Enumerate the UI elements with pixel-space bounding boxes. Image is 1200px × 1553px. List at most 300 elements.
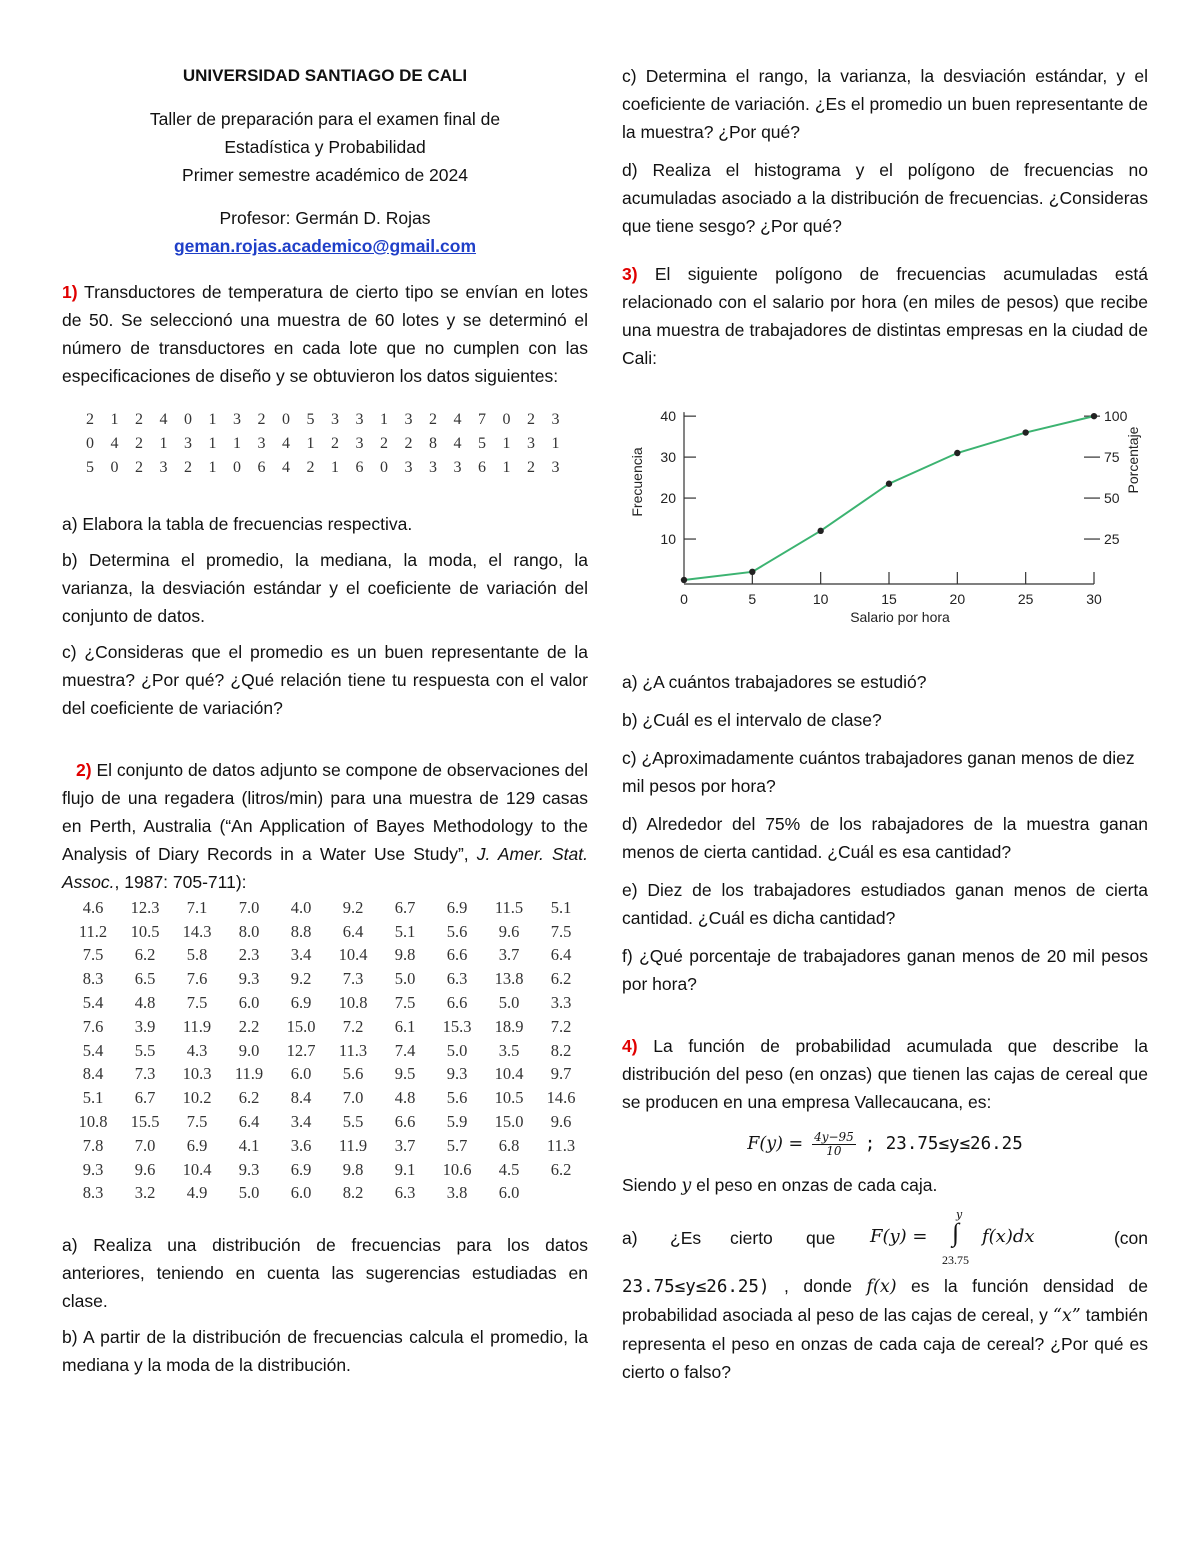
- integral-lower: 23.75: [942, 1253, 969, 1267]
- data-cell: 3: [355, 435, 364, 452]
- data-cell: 5.9: [446, 1112, 468, 1132]
- cdf-numerator: 4y−95: [814, 1129, 854, 1144]
- data-cell: 15.0: [286, 1016, 316, 1036]
- data-cell: 6.9: [186, 1135, 208, 1155]
- data-cell: 6.6: [446, 993, 468, 1013]
- email-line: [62, 232, 588, 260]
- data-cell: 6.0: [238, 993, 260, 1013]
- cumulative-frequency-chart: [622, 390, 1148, 650]
- q1-statement: [62, 278, 588, 390]
- data-cell: 9.7: [550, 1064, 572, 1084]
- data-cell: 6.2: [134, 945, 156, 965]
- q2-d: d) Realiza el histograma y el polígono de frecuencias no acumuladas asociado a la distribución de frecuencias. ¿Consideras que tiene sesgo? ¿Por qué?: [622, 160, 1148, 236]
- y-tick-label: 30: [660, 449, 676, 466]
- data-cell: 7.5: [186, 1112, 208, 1132]
- data-cell: 2: [527, 459, 535, 476]
- data-cell: 3: [551, 459, 560, 476]
- data-cell: 9.3: [82, 1159, 104, 1179]
- data-cell: 7.4: [394, 1040, 416, 1060]
- data-cell: 14.6: [546, 1088, 576, 1108]
- y-tick-label: 10: [660, 531, 676, 548]
- data-cell: 6.0: [290, 1183, 312, 1203]
- data-cell: 1: [331, 459, 339, 476]
- q2-data-row: [67, 991, 587, 1015]
- data-cell: 9.6: [550, 1112, 572, 1132]
- data-cell: 6.5: [134, 969, 156, 989]
- y2-tick-label: 50: [1104, 490, 1120, 507]
- x-tick-label: 10: [812, 591, 829, 607]
- data-cell: 5: [478, 435, 486, 452]
- data-cell: 7.3: [134, 1064, 156, 1084]
- professor: Profesor: Germán D. Rojas: [219, 208, 431, 228]
- q4-a-body: [622, 1272, 1148, 1386]
- data-cell: 0: [110, 459, 119, 476]
- data-cell: 4: [282, 459, 290, 476]
- q4-a-fx: f(x): [866, 1277, 897, 1297]
- data-cell: 2: [404, 435, 413, 452]
- q2-a: a) Realiza una distribución de frecuencias para los datos anteriores, teniendo en cuenta las sugerencias estudiadas en clase.: [62, 1235, 588, 1312]
- siendo-pre: Siendo: [622, 1175, 682, 1195]
- data-cell: 6.2: [238, 1088, 260, 1108]
- data-cell: 2: [135, 459, 143, 476]
- data-cell: 5.4: [82, 1040, 104, 1060]
- data-point: [817, 528, 823, 534]
- course-name: Estadística y Probabilidad: [224, 137, 426, 157]
- cdf-range: ; 23.75≤y≤26.25: [864, 1134, 1023, 1154]
- q2-data-row: [67, 1110, 587, 1134]
- q3-b: b) ¿Cuál es el intervalo de clase?: [622, 710, 882, 730]
- data-cell: 6.4: [238, 1112, 260, 1132]
- data-cell: 5.6: [446, 1088, 468, 1108]
- data-cell: 2: [306, 459, 315, 476]
- q2-data-table: [67, 896, 587, 1205]
- data-cell: 3.7: [498, 945, 520, 965]
- data-cell: 1: [110, 411, 119, 428]
- data-cell: 12.3: [130, 897, 160, 917]
- data-cell: 6.3: [446, 969, 468, 989]
- q4-number: 4): [622, 1036, 638, 1056]
- data-cell: 3.2: [134, 1183, 156, 1203]
- data-cell: 1: [306, 435, 315, 452]
- data-cell: 11.3: [338, 1040, 368, 1060]
- q2-data-row: [67, 1158, 587, 1182]
- data-cell: 3: [355, 411, 364, 428]
- q4-a-label: a): [622, 1228, 638, 1248]
- data-cell: 3.5: [498, 1040, 520, 1060]
- data-cell: 6: [355, 459, 364, 476]
- data-cell: 1: [208, 411, 217, 428]
- data-cell: 1: [380, 411, 388, 428]
- right-column: [622, 62, 1148, 1386]
- data-cell: 8.3: [82, 969, 104, 989]
- data-cell: 8.4: [82, 1064, 104, 1084]
- data-cell: 4.9: [186, 1183, 208, 1203]
- data-cell: 1: [233, 435, 241, 452]
- data-point: [1091, 413, 1097, 419]
- q2-data-row: [67, 944, 587, 968]
- data-cell: 1: [551, 435, 560, 452]
- q2-text-post: , 1987: 705-711):: [114, 872, 247, 892]
- data-cell: 0: [502, 411, 511, 428]
- q4-a-donde: , donde: [769, 1276, 867, 1296]
- data-cell: 3: [159, 459, 168, 476]
- q2-journal: J. Amer. Stat. Assoc.: [62, 844, 588, 892]
- data-cell: 0: [380, 459, 388, 476]
- data-cell: 5.0: [498, 993, 520, 1013]
- data-cell: 6.2: [550, 969, 572, 989]
- data-cell: 2.3: [238, 945, 260, 965]
- data-cell: 10.6: [442, 1159, 472, 1179]
- data-cell: 9.0: [238, 1040, 260, 1060]
- data-point: [681, 577, 687, 583]
- q4-siendo: [622, 1171, 1148, 1200]
- q4-text: La función de probabilidad acumulada que describe la distribución del peso (en onzas) que tienen las cajas de cereal que se producen en una empresa Vallecaucana, es:: [622, 1036, 1148, 1112]
- data-cell: 2: [527, 411, 535, 428]
- semester: Primer semestre académico de 2024: [182, 165, 468, 185]
- data-cell: 10.4: [494, 1064, 524, 1084]
- q1-number: 1): [62, 282, 78, 302]
- data-cell: 2: [86, 411, 94, 428]
- data-cell: 6.0: [498, 1183, 520, 1203]
- data-cell: 10.8: [78, 1112, 108, 1132]
- data-cell: 0: [184, 411, 192, 428]
- data-cell: 3: [404, 411, 413, 428]
- chart-marks: [681, 413, 1097, 583]
- data-cell: 10.8: [338, 993, 368, 1013]
- x-tick-label: 0: [680, 591, 688, 607]
- q3-f: f) ¿Qué porcentaje de trabajadores ganan menos de 20 mil pesos por hora?: [622, 946, 1148, 994]
- q3-number: 3): [622, 264, 638, 284]
- data-cell: 18.9: [494, 1016, 524, 1036]
- y2-tick-label: 100: [1104, 408, 1128, 425]
- q2-data-row: [67, 896, 587, 920]
- data-cell: 14.3: [182, 921, 212, 941]
- data-cell: 9.3: [238, 1159, 260, 1179]
- q2-number: 2): [76, 760, 92, 780]
- data-cell: 2: [331, 435, 339, 452]
- data-cell: 15.3: [442, 1016, 472, 1036]
- q1-data-row: [86, 408, 576, 432]
- data-cell: 6: [478, 459, 486, 476]
- data-cell: 7.1: [186, 897, 208, 917]
- data-point: [954, 450, 960, 456]
- data-cell: 4: [453, 435, 462, 452]
- q1-data-row: [86, 456, 576, 480]
- data-cell: 15.5: [130, 1112, 160, 1132]
- data-cell: 11.3: [546, 1135, 576, 1155]
- data-cell: 8.2: [550, 1040, 572, 1060]
- data-cell: 11.2: [78, 921, 108, 941]
- data-cell: 11.9: [338, 1135, 368, 1155]
- data-cell: 3: [453, 459, 462, 476]
- siendo-post: el peso en onzas de cada caja.: [691, 1175, 938, 1195]
- data-cell: 3.4: [290, 945, 312, 965]
- data-cell: 6.3: [394, 1183, 416, 1203]
- q4-a-con: (con: [1113, 1228, 1148, 1248]
- data-cell: 4.3: [186, 1040, 208, 1060]
- data-cell: 6.9: [290, 993, 312, 1013]
- q2-data-row: [67, 1063, 587, 1087]
- data-cell: 5.1: [82, 1088, 104, 1108]
- integral-sign: ∫: [952, 1218, 960, 1247]
- data-cell: 7.5: [394, 993, 416, 1013]
- data-point: [749, 569, 755, 575]
- data-cell: 6.7: [134, 1088, 156, 1108]
- data-cell: 6.0: [290, 1064, 312, 1084]
- data-cell: 2: [184, 459, 192, 476]
- q2-data-row: [67, 1134, 587, 1158]
- data-cell: 0: [282, 411, 290, 428]
- q2-data-row: [67, 1182, 587, 1206]
- data-cell: 11.9: [234, 1064, 264, 1084]
- q3-text: El siguiente polígono de frecuencias acumuladas está relacionado con el salario por hora (en miles de pesos) que recibe una muestra de trabajadores de distintas empresas en la ciudad de Cali:: [622, 264, 1148, 368]
- integrand: f(x)dx: [982, 1226, 1035, 1247]
- data-cell: 5.1: [394, 921, 416, 941]
- data-cell: 7.0: [238, 897, 260, 917]
- series-line: [684, 416, 1094, 580]
- data-cell: 10.4: [182, 1159, 212, 1179]
- q4-cdf-formula: [622, 1126, 1148, 1161]
- q4-a-es: ¿Es: [670, 1228, 702, 1248]
- data-cell: 5: [306, 411, 315, 428]
- data-cell: 5.8: [186, 945, 208, 965]
- q4-statement: [622, 1032, 1148, 1116]
- data-cell: 9.2: [342, 897, 364, 917]
- q1-b: b) Determina el promedio, la mediana, la moda, el rango, la varianza, la desviación estándar y el coeficiente de variación del conjunto de datos.: [62, 550, 588, 626]
- data-cell: 7.2: [550, 1016, 572, 1036]
- data-cell: 6.7: [394, 897, 416, 917]
- data-cell: 7.0: [342, 1088, 364, 1108]
- q2-data-row: [67, 920, 587, 944]
- integral-upper: y: [956, 1208, 963, 1221]
- q3-statement: [622, 260, 1148, 372]
- x-tick-label: 30: [1086, 591, 1102, 607]
- data-cell: 6.8: [498, 1135, 520, 1155]
- q4-a-que: que: [806, 1228, 836, 1248]
- data-cell: 3.3: [550, 993, 572, 1013]
- data-cell: 3: [331, 411, 339, 428]
- q2-statement: [62, 756, 588, 896]
- data-cell: 5.6: [342, 1064, 364, 1084]
- data-cell: 3: [404, 459, 413, 476]
- q4-a-rest2: también representa el peso en onzas de cada caja de cereal? ¿Por qué es cierto o falso?: [622, 1305, 1148, 1382]
- data-cell: 3.4: [290, 1112, 312, 1132]
- data-cell: 8.4: [290, 1088, 312, 1108]
- data-cell: 11.5: [494, 897, 524, 917]
- data-cell: 0: [86, 435, 94, 452]
- q1-text: Transductores de temperatura de cierto tipo se envían en lotes de 50. Se seleccionó una muestra de 60 lotes y se determinó el número de transductores en cada lote que no cumplen con las especificaciones de diseño y se obtuvieron los datos siguientes:: [62, 282, 588, 386]
- chart-axes: [660, 408, 1127, 607]
- q3-a: a) ¿A cuántos trabajadores se estudió?: [622, 672, 927, 692]
- y-tick-label: 20: [660, 490, 676, 507]
- data-cell: 3.8: [446, 1183, 468, 1203]
- q4-a-line: [622, 1210, 1148, 1272]
- data-cell: 9.8: [394, 945, 416, 965]
- data-cell: 2: [135, 411, 143, 428]
- q4-a-rest1: es la función densidad de probabilidad asociada al peso de las cajas de cereal, y: [622, 1276, 1148, 1325]
- data-cell: 3: [527, 435, 535, 452]
- data-cell: 4.0: [290, 897, 312, 917]
- data-point: [1022, 429, 1028, 435]
- data-cell: 5.4: [82, 993, 104, 1013]
- q3-d: d) Alrededor del 75% de los rabajadores de la muestra ganan menos de cierta cantidad. ¿Cuál es esa cantidad?: [622, 814, 1148, 862]
- university-title: UNIVERSIDAD SANTIAGO DE CALI: [182, 66, 468, 85]
- data-cell: 9.5: [394, 1064, 416, 1084]
- data-cell: 9.2: [290, 969, 312, 989]
- chart-xlabel: Salario por hora: [850, 609, 950, 625]
- data-cell: 3: [184, 435, 192, 452]
- cdf-denominator: 10: [826, 1143, 842, 1158]
- data-cell: 8: [429, 435, 437, 452]
- data-cell: 6: [257, 459, 266, 476]
- data-cell: 5: [86, 459, 94, 476]
- data-cell: 5.0: [238, 1183, 260, 1203]
- q2-data-row: [67, 967, 587, 991]
- data-cell: 3: [257, 435, 266, 452]
- data-cell: 7.5: [550, 921, 572, 941]
- q2-data-row: [67, 1086, 587, 1110]
- data-cell: 4.1: [238, 1135, 260, 1155]
- chart-ylabel: Frecuencia: [629, 447, 645, 517]
- q3-e: e) Diez de los trabajadores estudiados ganan menos de cierta cantidad. ¿Cuál es dicha cantidad?: [622, 880, 1148, 928]
- data-cell: 8.0: [238, 921, 260, 941]
- data-cell: 5.0: [446, 1040, 468, 1060]
- data-cell: 4: [159, 411, 168, 428]
- data-cell: 1: [208, 459, 217, 476]
- data-cell: 6.6: [446, 945, 468, 965]
- data-cell: 1: [502, 435, 511, 452]
- data-cell: 5.5: [342, 1112, 364, 1132]
- data-cell: 15.0: [494, 1112, 524, 1132]
- data-cell: 6.1: [394, 1016, 416, 1036]
- data-cell: 7.6: [186, 969, 208, 989]
- data-cell: 0: [233, 459, 241, 476]
- data-cell: 10.3: [182, 1064, 212, 1084]
- data-cell: 4.5: [498, 1159, 520, 1179]
- data-cell: 2: [257, 411, 266, 428]
- data-cell: 6.9: [446, 897, 468, 917]
- workshop-title: Taller de preparación para el examen final de: [149, 109, 501, 129]
- data-cell: 2: [429, 411, 437, 428]
- x-tick-label: 15: [881, 591, 897, 607]
- data-cell: 6.4: [342, 921, 364, 941]
- q1-data-table: [86, 408, 576, 480]
- data-cell: 3.6: [290, 1135, 312, 1155]
- data-cell: 5.6: [446, 921, 468, 941]
- data-cell: 4: [282, 435, 290, 452]
- data-cell: 7.6: [82, 1016, 104, 1036]
- data-cell: 12.7: [286, 1040, 316, 1060]
- data-cell: 7.5: [82, 945, 104, 965]
- q1-a: a) Elabora la tabla de frecuencias respectiva.: [62, 514, 413, 534]
- data-cell: 6.2: [550, 1159, 572, 1179]
- email-link[interactable]: geman.rojas.academico@gmail.com: [173, 236, 477, 256]
- x-tick-label: 25: [1017, 591, 1034, 607]
- data-cell: 3.7: [394, 1135, 416, 1155]
- q1-data-row: [86, 432, 576, 456]
- data-cell: 9.8: [342, 1159, 364, 1179]
- x-tick-label: 5: [748, 591, 757, 607]
- data-cell: 8.2: [342, 1183, 364, 1203]
- data-cell: 2: [380, 435, 388, 452]
- data-cell: 2.2: [238, 1016, 260, 1036]
- data-cell: 13.8: [494, 969, 524, 989]
- data-cell: 6.9: [290, 1159, 312, 1179]
- data-cell: 1: [159, 435, 168, 452]
- data-cell: 7.0: [134, 1135, 156, 1155]
- data-cell: 4.8: [134, 993, 156, 1013]
- data-cell: 10.5: [130, 921, 160, 941]
- q2-data-row: [67, 1015, 587, 1039]
- cdf-fraction: [812, 1131, 856, 1158]
- data-cell: 4.6: [82, 897, 104, 917]
- data-cell: 11.9: [182, 1016, 212, 1036]
- integral-lhs: F(y) =: [870, 1226, 928, 1247]
- chart-y2label: Porcentaje: [1125, 426, 1141, 494]
- q4-a-xq: “x”: [1052, 1306, 1081, 1326]
- data-cell: 10.5: [494, 1088, 524, 1108]
- y-tick-label: 40: [660, 408, 676, 425]
- data-cell: 5.5: [134, 1040, 156, 1060]
- y2-tick-label: 75: [1104, 449, 1120, 466]
- q2-c: c) Determina el rango, la varianza, la desviación estándar, y el coeficiente de variación. ¿Es el promedio un buen representante de la muestra? ¿Por qué?: [622, 66, 1148, 142]
- data-cell: 10.4: [338, 945, 368, 965]
- data-cell: 4: [453, 411, 462, 428]
- data-cell: 8.3: [82, 1183, 104, 1203]
- data-cell: 5.1: [550, 897, 572, 917]
- data-cell: 4.8: [394, 1088, 416, 1108]
- data-cell: 6.4: [550, 945, 572, 965]
- data-cell: 7: [478, 411, 486, 428]
- data-cell: 3: [233, 411, 241, 428]
- x-tick-label: 20: [949, 591, 966, 607]
- q2-data-row: [67, 1039, 587, 1063]
- left-column: [62, 62, 588, 1379]
- data-cell: 7.3: [342, 969, 364, 989]
- data-cell: 4: [110, 435, 119, 452]
- data-cell: 9.1: [394, 1159, 416, 1179]
- data-cell: 7.5: [186, 993, 208, 1013]
- data-point: [886, 481, 892, 487]
- data-cell: 1: [208, 435, 217, 452]
- data-cell: 9.3: [446, 1064, 468, 1084]
- data-cell: 6.6: [394, 1112, 416, 1132]
- q1-c: c) ¿Consideras que el promedio es un buen representante de la muestra? ¿Por qué? ¿Qué relación tiene tu respuesta con el valor del coeficiente de variación?: [62, 642, 588, 718]
- q4-a-range: 23.75≤y≤26.25): [622, 1277, 770, 1297]
- data-cell: 5.0: [394, 969, 416, 989]
- q2-b: b) A partir de la distribución de frecuencias calcula el promedio, la mediana y la moda de la distribución.: [62, 1327, 588, 1376]
- cdf-lhs: F(y) =: [747, 1134, 804, 1154]
- data-cell: 8.8: [290, 921, 312, 941]
- data-cell: 2: [135, 435, 143, 452]
- data-cell: [535, 1182, 587, 1206]
- siendo-var: y: [681, 1176, 692, 1196]
- data-cell: 3: [551, 411, 560, 428]
- y2-tick-label: 25: [1104, 531, 1120, 548]
- data-cell: 10.2: [182, 1088, 212, 1108]
- data-cell: 9.3: [238, 969, 260, 989]
- data-cell: 3.9: [134, 1016, 156, 1036]
- data-cell: 1: [502, 459, 511, 476]
- data-cell: 9.6: [498, 921, 520, 941]
- data-cell: 7.8: [82, 1135, 104, 1155]
- q4-a-cierto: cierto: [730, 1228, 773, 1248]
- data-cell: 9.6: [134, 1159, 156, 1179]
- data-cell: 7.2: [342, 1016, 364, 1036]
- data-cell: 5.7: [446, 1135, 468, 1155]
- q3-c: c) ¿Aproximadamente cuántos trabajadores ganan menos de diez mil pesos por hora?: [622, 748, 1135, 796]
- data-cell: 3: [429, 459, 437, 476]
